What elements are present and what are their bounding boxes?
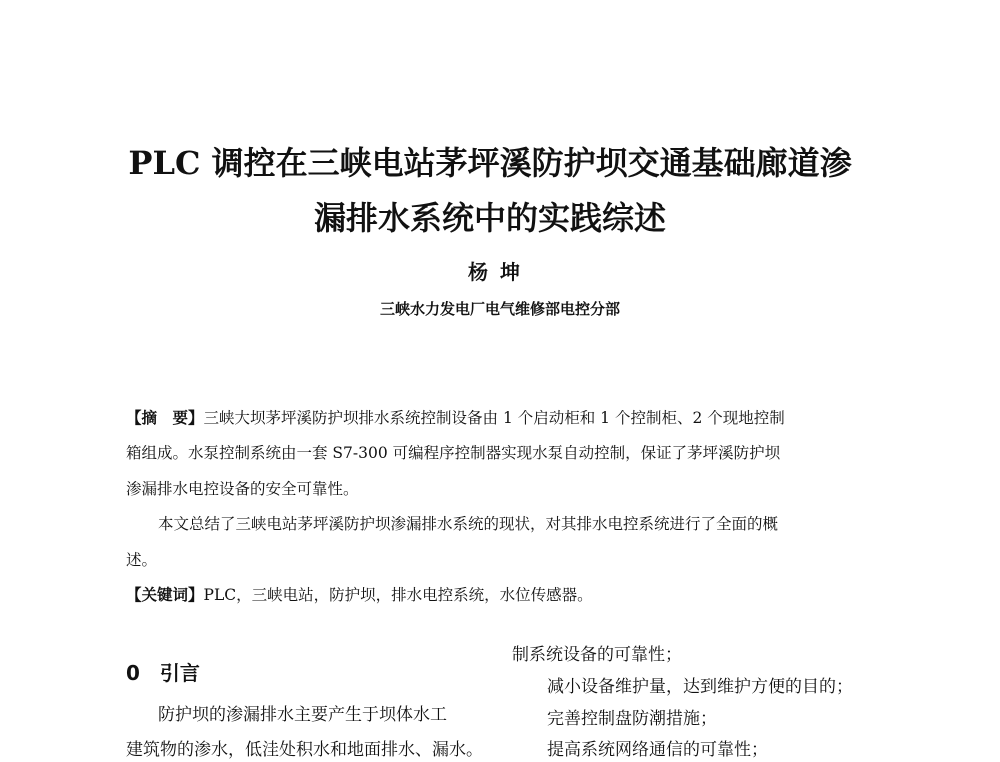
keywords-label: 【关键词】	[126, 585, 204, 604]
abstract-line: 述。	[126, 551, 158, 569]
right-column-line: 制系统设备的可靠性；	[512, 645, 682, 665]
abstract-text: 三峡大坝茅坪溪防护坝排水系统控制设备由 1 个启动柜和 1 个控制柜、2 个现地控制	[203, 409, 785, 427]
right-column-line: 完善控制盘防潮措施；	[547, 709, 717, 729]
abstract-line: 渗漏排水电控设备的安全可靠性。	[126, 480, 359, 498]
keywords-text: PLC，三峡电站，防护坝，排水电控系统，水位传感器。	[203, 586, 593, 604]
paper-title-line-1: PLC 调控在三峡电站茅坪溪防护坝交通基础廊道渗	[128, 144, 852, 182]
paper-title-line-2: 漏排水系统中的实践综述	[313, 199, 666, 237]
left-column-line: 防护坝的渗漏排水主要产生于坝体水工	[158, 705, 447, 725]
abstract-label: 【摘 要】	[126, 408, 204, 427]
abstract-line: 本文总结了三峡电站茅坪溪防护坝渗漏排水系统的现状，对其排水电控系统进行了全面的概	[158, 515, 779, 533]
right-column-line: 减小设备维护量，达到维护方便的目的；	[547, 677, 853, 697]
abstract-line	[126, 406, 785, 428]
abstract-line: 箱组成。水泵控制系统由一套 S7-300 可编程序控制器实现水泵自动控制，保证了茅坪溪防护坝	[126, 444, 781, 462]
author-affiliation: 三峡水力发电厂电气维修部电控分部	[379, 300, 620, 318]
keywords-line	[126, 583, 593, 605]
author-name: 杨坤	[468, 260, 532, 284]
left-column-line: 建筑物的渗水，低洼处积水和地面排水、漏水。	[126, 740, 483, 760]
section-heading: 0 引言	[126, 661, 200, 685]
right-column-line: 提高系统网络通信的可靠性；	[547, 740, 768, 760]
